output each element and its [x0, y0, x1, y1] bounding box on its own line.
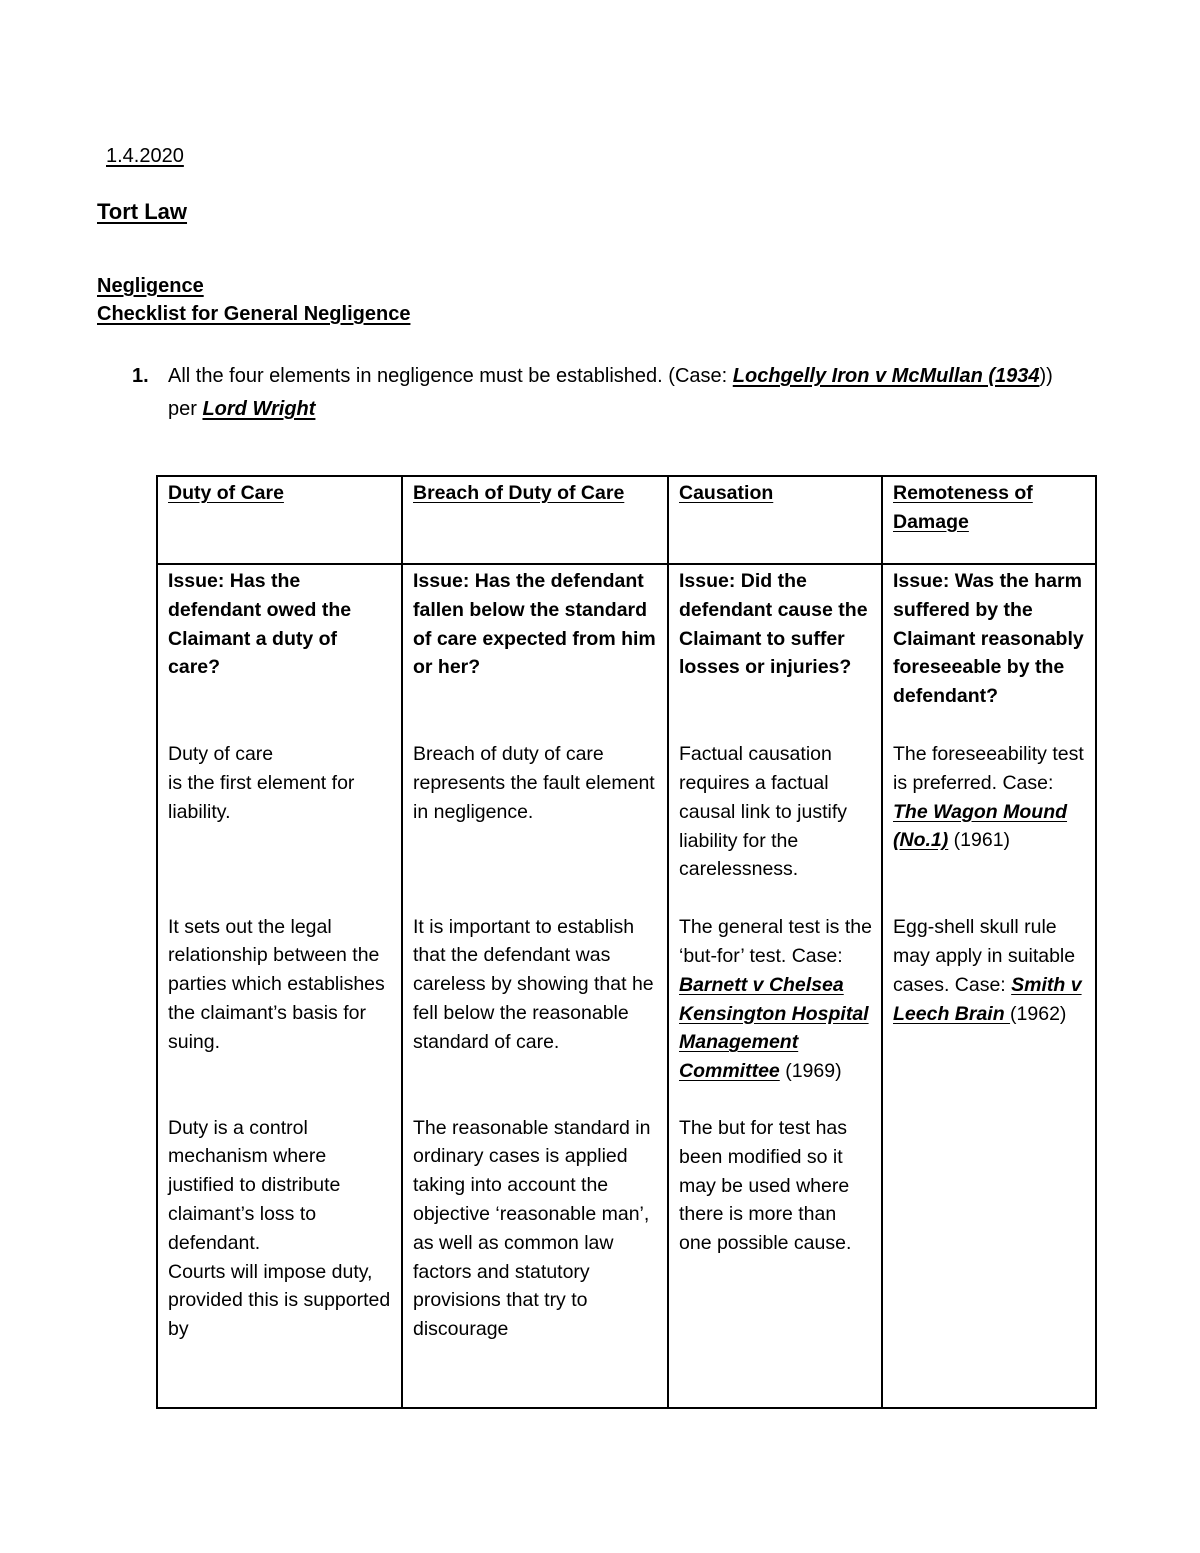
header-cell: Breach of Duty of Care: [402, 476, 668, 564]
table-header-row: [157, 476, 1096, 564]
cell-paragraph: The general test is the ‘but-for’ test. Case: Barnett v Chelsea Kensington Hospital Management Committee (1969): [679, 916, 872, 1083]
table-row: [157, 564, 1096, 1408]
list-text: All the four elements in negligence must be established. (Case:: [168, 365, 733, 387]
document-title: Tort Law: [97, 199, 188, 224]
per-text: per: [168, 398, 203, 420]
document-date: 1.4.2020: [106, 145, 184, 167]
list-item: [132, 360, 1122, 426]
issue-text: Issue: Did the defendant cause the Claimant to suffer losses or injuries?: [679, 570, 868, 679]
cell-paragraph: Egg-shell skull rule may apply in suitable cases. Case: Smith v Leech Brain (1962): [893, 916, 1082, 1025]
judge-name: Lord Wright: [202, 398, 316, 420]
list-number: 1.: [132, 365, 149, 387]
duty-of-care-cell: [157, 564, 402, 1408]
issue-text: Issue: Was the harm suffered by the Claimant reasonably foreseeable by the defendant?: [893, 570, 1084, 708]
case-citation: The Wagon Mound (No.1): [893, 800, 1068, 852]
case-citation: Smith v Leech Brain: [893, 973, 1082, 1025]
cell-paragraph: Courts will impose duty, provided this is supported by: [168, 1260, 391, 1341]
checklist-heading: Checklist for General Negligence: [97, 303, 411, 325]
case-citation: Barnett v Chelsea Kensington Hospital Management Committee: [679, 973, 869, 1083]
case-citation: Lochgelly Iron v McMullan (1934: [732, 365, 1040, 387]
cell-paragraph: It is important to establish that the defendant was careless by showing that he fell below the reasonable standard of care.: [413, 915, 654, 1053]
negligence-elements-table: [156, 475, 1097, 1409]
header-cell: Causation: [668, 476, 882, 564]
header-cell: Duty of Care: [157, 476, 402, 564]
cell-paragraph: The but for test has been modified so it may be used where there is more than one possible cause.: [679, 1116, 852, 1255]
list-text-end: )): [1039, 365, 1053, 387]
cell-paragraph: The foreseeability test is preferred. Case: The Wagon Mound (No.1) (1961): [893, 742, 1084, 852]
cell-paragraph: It sets out the legal relationship between the parties which establishes the claimant’s basis for suing.: [168, 915, 385, 1053]
issue-text: Issue: Has the defendant fallen below the standard of care expected from him or her?: [413, 570, 656, 679]
remoteness-cell: [882, 564, 1096, 1408]
section-heading: Negligence: [97, 275, 204, 297]
cell-paragraph: is the first element for liability.: [168, 771, 355, 823]
cell-paragraph: Factual causation requires a factual causal link to justify liability for the carelessness.: [679, 743, 847, 881]
cell-paragraph: Duty of care: [168, 743, 274, 766]
issue-text: Issue: Has the defendant owed the Claimant a duty of care?: [168, 570, 352, 679]
breach-cell: [402, 564, 668, 1408]
cell-paragraph: The reasonable standard in ordinary cases is applied taking into account the objective ‘reasonable man’, as well as common law factors and statutory provisions that try to discourage: [413, 1116, 651, 1341]
causation-cell: [668, 564, 882, 1408]
cell-paragraph: Duty is a control mechanism where justified to distribute claimant’s loss to defendant.: [168, 1116, 341, 1254]
cell-paragraph: Breach of duty of care represents the fault element in negligence.: [413, 743, 655, 823]
header-cell: Remoteness of Damage: [882, 476, 1096, 564]
